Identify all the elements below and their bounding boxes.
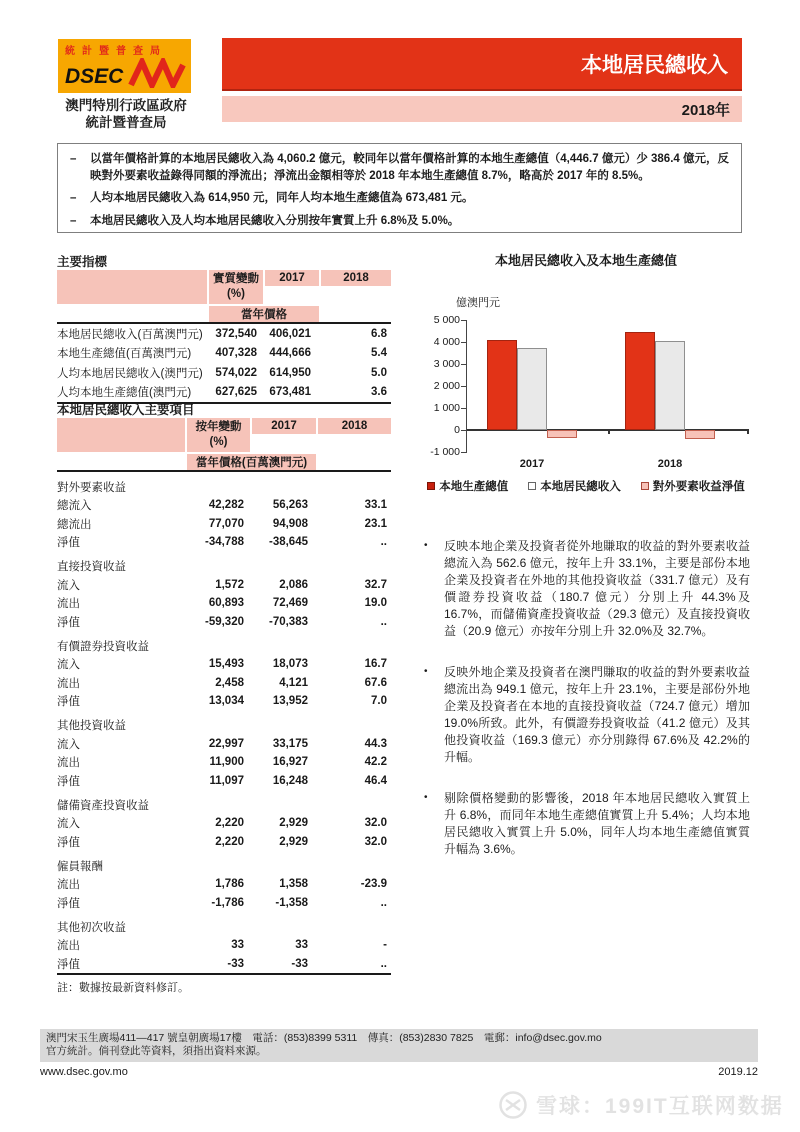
row-label: 總流入 bbox=[57, 500, 92, 513]
section-name: 儲備資產投資收益 bbox=[57, 799, 149, 812]
table2-col-2018: 2018 bbox=[318, 418, 391, 434]
value-2017: 13,034 bbox=[208, 695, 244, 708]
value-2018: 33 bbox=[295, 939, 308, 952]
value-change: 7.0 bbox=[371, 695, 387, 708]
watermark bbox=[498, 1090, 784, 1120]
lightning-zigzag-icon bbox=[128, 58, 186, 88]
section-name: 有價證券投資收益 bbox=[57, 640, 149, 653]
x-tick-mark bbox=[608, 430, 610, 434]
dsec-logo bbox=[58, 39, 191, 93]
legend-marker-icon bbox=[528, 482, 536, 490]
report-year-banner bbox=[222, 96, 742, 122]
y-tick-mark bbox=[461, 364, 467, 365]
value-change: 33.1 bbox=[364, 499, 387, 512]
summary-bullet bbox=[70, 190, 731, 207]
row-label: 人均本地生產總值(澳門元) bbox=[57, 387, 192, 400]
chart-y-axis-label: 億澳門元 bbox=[456, 297, 500, 309]
value-2017: 22,997 bbox=[208, 737, 244, 750]
bar-對外要素收益淨值-2018 bbox=[685, 430, 715, 439]
section-name: 其他初次收益 bbox=[57, 921, 126, 934]
row-label: 淨值 bbox=[57, 897, 80, 910]
chart-plot-area bbox=[430, 314, 749, 470]
table1-change-unit: (%) bbox=[227, 288, 245, 300]
table-row bbox=[57, 613, 391, 632]
table1-col-2017: 2017 bbox=[265, 270, 319, 286]
value-change: 3.6 bbox=[371, 386, 387, 399]
bullet-dot-marker: • bbox=[424, 666, 428, 677]
value-2018: 94,908 bbox=[272, 517, 308, 530]
value-change: 44.3 bbox=[364, 737, 387, 750]
table-row bbox=[57, 875, 391, 894]
value-change: 32.7 bbox=[364, 578, 387, 591]
snowball-circle-icon bbox=[498, 1090, 528, 1120]
value-2017: 2,220 bbox=[215, 817, 244, 830]
value-2017: 33 bbox=[231, 939, 244, 952]
value-2018: 2,929 bbox=[279, 817, 308, 830]
watermark-text: 雪球：199IT互联网数据 bbox=[536, 1095, 784, 1118]
row-label: 流入 bbox=[57, 659, 80, 672]
row-label: 流出 bbox=[57, 677, 80, 690]
bar-本地居民總收入-2018 bbox=[655, 341, 685, 430]
bar-本地生產總值-2018 bbox=[625, 332, 655, 430]
analysis-bullet-text: 剔除價格變動的影響後，2018 年本地居民總收入實質上升 6.8%，而同年本地生產總值實質上升 5.4%；人均本地居民總收入實質上升 5.0%，同年人均本地生產總值實質升幅為 3.6%。 bbox=[444, 791, 750, 856]
value-2018: 2,929 bbox=[279, 835, 308, 848]
table2-header bbox=[57, 418, 391, 472]
footer-website: www.dsec.gov.mo bbox=[40, 1066, 128, 1078]
table2-title: 本地居民總收入主要項目 bbox=[57, 403, 195, 417]
value-change: .. bbox=[380, 615, 387, 628]
y-tick-mark bbox=[461, 452, 467, 453]
logo-acronym: DSEC bbox=[65, 65, 124, 88]
row-label: 淨值 bbox=[57, 958, 80, 971]
row-label: 淨值 bbox=[57, 696, 80, 709]
table-row bbox=[57, 363, 391, 383]
value-2018: -70,383 bbox=[268, 615, 308, 628]
table-row bbox=[57, 594, 391, 613]
table-row bbox=[57, 344, 391, 364]
table2-col-change bbox=[187, 418, 250, 452]
value-change: 6.8 bbox=[371, 327, 387, 340]
y-tick-label: 3 000 bbox=[433, 358, 460, 370]
footer-issue-date: 2019.12 bbox=[718, 1066, 758, 1078]
bar-本地居民總收入-2017 bbox=[517, 348, 547, 430]
value-2017: -59,320 bbox=[204, 615, 244, 628]
table-row bbox=[57, 496, 391, 515]
row-label: 本地生產總值(百萬澳門元) bbox=[57, 348, 192, 361]
table-row bbox=[57, 894, 391, 913]
value-2017: 11,097 bbox=[209, 774, 244, 787]
table1-price-label: 當年價格 bbox=[209, 306, 319, 322]
y-tick-mark bbox=[461, 320, 467, 321]
value-2017: 574,022 bbox=[215, 366, 257, 379]
analysis-bullet-text: 反映本地企業及投資者從外地賺取的收益的對外要素收益總流入為 562.6 億元，按年上升 33.1%，主要是部份本地企業及投資者在外地的其他投資收益（331.7 億元）及有價證券投資收益（180.7 億元）分別上升 44.3%及 16.7%，而儲備資產投資收益（29.3 億元）及直接投資收益（20.9 億元）亦按年分別上升 32.0%及 32.7%。 bbox=[444, 539, 750, 638]
value-change: 19.0 bbox=[364, 597, 387, 610]
y-tick-label: 0 bbox=[454, 424, 460, 436]
dash-marker: – bbox=[70, 192, 77, 204]
table-row bbox=[57, 692, 391, 711]
logo-bureau-text: 統計暨普查局 bbox=[65, 46, 167, 57]
value-2017: -1,786 bbox=[211, 896, 244, 909]
gni-items-table bbox=[57, 418, 391, 995]
table-row bbox=[57, 955, 391, 976]
x-category-label: 2017 bbox=[519, 458, 545, 470]
value-2018: 16,248 bbox=[272, 774, 308, 787]
value-2018: 13,952 bbox=[272, 695, 308, 708]
legend-marker-icon bbox=[641, 482, 649, 490]
table-row bbox=[57, 324, 391, 344]
value-2017: 2,458 bbox=[215, 676, 244, 689]
value-2018: 444,666 bbox=[269, 347, 311, 360]
value-2017: 15,493 bbox=[208, 658, 244, 671]
value-2018: 33,175 bbox=[272, 737, 308, 750]
value-2017: 42,282 bbox=[208, 499, 244, 512]
value-2018: 56,263 bbox=[272, 499, 308, 512]
value-2018: -1,358 bbox=[275, 896, 308, 909]
government-line1: 澳門特別行政區政府 bbox=[65, 98, 187, 113]
row-label: 流出 bbox=[57, 598, 80, 611]
y-tick-label: 1 000 bbox=[433, 402, 460, 414]
y-tick-label: 2 000 bbox=[433, 380, 460, 392]
y-tick-label: -1 000 bbox=[430, 446, 460, 458]
table1-col-change bbox=[209, 270, 263, 304]
row-label: 總流出 bbox=[57, 518, 92, 531]
footer-note-line: 官方統計。倘刊登此等資料，須指出資料來源。 bbox=[46, 1045, 267, 1057]
value-2017: 627,625 bbox=[215, 386, 257, 399]
value-change: 67.6 bbox=[364, 676, 387, 689]
bullet-dot-marker: • bbox=[424, 792, 428, 803]
analysis-bullet-text: 反映外地企業及投資者在澳門賺取的收益的對外要素收益總流出為 949.1 億元，按年上升 23.1%，主要是部份外地企業及投資者在本地的直接投資收益（724.7 億元）增加 19.0%所致。此外，有價證券投資收益（41.2 億元）及其他投資收益（169.3 億元）亦分別錄得 67.6%及 42.2%的升幅。 bbox=[444, 665, 750, 764]
bullet-dot-marker: • bbox=[424, 540, 428, 551]
value-change: 32.0 bbox=[364, 817, 387, 830]
value-2017: 1,572 bbox=[215, 578, 244, 591]
table1-header bbox=[57, 270, 391, 324]
value-change: -23.9 bbox=[360, 878, 387, 891]
value-2017: -34,788 bbox=[204, 536, 244, 549]
value-2018: 406,021 bbox=[269, 327, 311, 340]
value-2017: 11,900 bbox=[209, 756, 244, 769]
value-2018: 2,086 bbox=[279, 578, 308, 591]
table1-col-2018: 2018 bbox=[321, 270, 391, 286]
y-tick-label: 5 000 bbox=[433, 314, 460, 326]
table-row bbox=[57, 753, 391, 772]
legend-label: 對外要素收益淨值 bbox=[652, 481, 745, 493]
table-row bbox=[57, 833, 391, 852]
row-label: 人均本地居民總收入(澳門元) bbox=[57, 367, 203, 380]
legend-item bbox=[528, 478, 621, 494]
value-2017: -33 bbox=[227, 957, 244, 970]
legend-item bbox=[641, 478, 745, 494]
value-2018: 4,121 bbox=[279, 676, 308, 689]
value-2017: 407,328 bbox=[215, 347, 257, 360]
y-tick-mark bbox=[461, 386, 467, 387]
table2-change-label: 按年變動 bbox=[195, 421, 242, 433]
value-2017: 60,893 bbox=[208, 597, 244, 610]
section-name: 其他投資收益 bbox=[57, 720, 126, 732]
table2-blank-header-cell bbox=[57, 418, 185, 452]
summary-bullet bbox=[70, 151, 731, 184]
row-label: 流入 bbox=[57, 579, 80, 592]
chart-legend bbox=[420, 478, 752, 494]
table2-note: 註：數據按最新資料修訂。 bbox=[57, 982, 189, 994]
summary-bullet-text: 人均本地居民總收入為 614,950 元，同年人均本地生產總值為 673,481 元。 bbox=[90, 192, 474, 204]
table2-col-2017: 2017 bbox=[252, 418, 316, 434]
table2-body bbox=[57, 477, 391, 975]
value-2017: 1,786 bbox=[215, 878, 244, 891]
x-tick-mark bbox=[747, 430, 749, 434]
table-row bbox=[57, 515, 391, 534]
table1-blank-header-cell bbox=[57, 270, 207, 304]
value-2018: 614,950 bbox=[269, 366, 311, 379]
table1-body bbox=[57, 324, 391, 404]
value-change: 16.7 bbox=[364, 658, 387, 671]
government-name bbox=[48, 97, 204, 131]
section-name: 僱員報酬 bbox=[57, 860, 103, 873]
value-2018: 673,481 bbox=[269, 386, 311, 399]
table-row bbox=[57, 772, 391, 791]
analysis-bullet bbox=[424, 790, 750, 858]
gni-gdp-chart bbox=[420, 250, 752, 512]
legend-marker-icon bbox=[427, 482, 435, 490]
chart-title: 本地居民總收入及本地生產總值 bbox=[494, 253, 677, 268]
section-name: 對外要素收益 bbox=[57, 481, 126, 494]
bar-本地生產總值-2017 bbox=[487, 340, 517, 430]
value-change: 46.4 bbox=[364, 774, 387, 787]
value-2018: 16,927 bbox=[272, 756, 308, 769]
y-tick-mark bbox=[461, 342, 467, 343]
report-year: 2018年 bbox=[681, 101, 730, 119]
value-2017: 2,220 bbox=[215, 835, 244, 848]
value-2017: 372,540 bbox=[215, 327, 257, 340]
y-tick-label: 4 000 bbox=[433, 336, 460, 348]
value-change: 32.0 bbox=[364, 835, 387, 848]
table2-price-label: 當年價格(百萬澳門元) bbox=[187, 454, 316, 470]
value-change: 5.4 bbox=[371, 347, 387, 360]
table1-title: 主要指標 bbox=[57, 255, 108, 269]
table-row bbox=[57, 735, 391, 754]
value-2018: 1,358 bbox=[279, 878, 308, 891]
table-row bbox=[57, 576, 391, 595]
summary-box bbox=[57, 143, 742, 233]
analysis-bullets bbox=[424, 538, 750, 882]
value-2018: -38,645 bbox=[268, 536, 308, 549]
row-label: 本地居民總收入(百萬澳門元) bbox=[57, 328, 203, 341]
value-2017: 77,070 bbox=[208, 517, 244, 530]
section-name: 直接投資收益 bbox=[57, 561, 126, 573]
footer-contact-bar bbox=[40, 1029, 758, 1062]
legend-label: 本地居民總收入 bbox=[540, 481, 621, 493]
row-label: 淨值 bbox=[57, 836, 80, 849]
dash-marker: – bbox=[70, 214, 77, 227]
page-title: 本地居民總收入 bbox=[581, 53, 728, 77]
government-line2: 統計暨普查局 bbox=[85, 115, 167, 130]
table-row bbox=[57, 814, 391, 833]
row-label: 流入 bbox=[57, 818, 80, 831]
row-label: 淨值 bbox=[57, 537, 80, 550]
bar-對外要素收益淨值-2017 bbox=[547, 430, 577, 438]
dash-marker: – bbox=[70, 153, 77, 165]
value-2018: 18,073 bbox=[272, 658, 308, 671]
table1-change-label: 實質變動 bbox=[213, 273, 259, 285]
table2-change-unit: (%) bbox=[209, 436, 228, 448]
legend-label: 本地生產總值 bbox=[439, 481, 509, 493]
footer-bottom-row bbox=[40, 1066, 758, 1078]
value-change: 42.2 bbox=[364, 756, 387, 769]
value-change: .. bbox=[380, 536, 387, 549]
table-row bbox=[57, 533, 391, 552]
summary-bullet-text: 以當年價格計算的本地居民總收入為 4,060.2 億元，較同年以當年價格計算的本地生產總值（4,446.7 億元）少 386.4 億元，反映對外要素收益錄得同額的淨流出；淨流出金額相等於 2018 年本地生產總值 8.7%，略高於 2017 年的 8.5%。 bbox=[90, 153, 729, 182]
value-change: - bbox=[383, 939, 387, 952]
legend-item bbox=[427, 478, 508, 494]
y-tick-mark bbox=[461, 408, 467, 409]
row-label: 流入 bbox=[57, 738, 80, 751]
table-row bbox=[57, 936, 391, 955]
row-label: 流出 bbox=[57, 879, 80, 892]
value-change: .. bbox=[380, 957, 387, 970]
row-label: 流出 bbox=[57, 757, 80, 770]
value-change: .. bbox=[380, 896, 387, 909]
summary-bullet bbox=[70, 213, 731, 230]
analysis-bullet bbox=[424, 538, 750, 640]
key-indicators-table bbox=[57, 270, 391, 404]
report-title-banner bbox=[222, 38, 742, 91]
value-2018: 72,469 bbox=[272, 597, 308, 610]
summary-bullet-text: 本地居民總收入及人均本地居民總收入分別按年實質上升 6.8%及 5.0%。 bbox=[90, 214, 460, 227]
x-category-label: 2018 bbox=[657, 458, 683, 470]
value-2018: -33 bbox=[291, 957, 308, 970]
value-change: 5.0 bbox=[371, 366, 387, 379]
footer-contact-line: 澳門宋玉生廣場411—417 號皇朝廣場17樓 電話：(853)8399 5311 傳真：(853)2830 7825 電郵：info@dsec.gov.mo bbox=[46, 1032, 602, 1044]
row-label: 淨值 bbox=[57, 775, 80, 788]
table-row bbox=[57, 674, 391, 693]
row-label: 流出 bbox=[57, 940, 80, 953]
row-label: 淨值 bbox=[57, 616, 80, 629]
table-row bbox=[57, 655, 391, 674]
analysis-bullet bbox=[424, 664, 750, 766]
value-change: 23.1 bbox=[364, 517, 387, 530]
